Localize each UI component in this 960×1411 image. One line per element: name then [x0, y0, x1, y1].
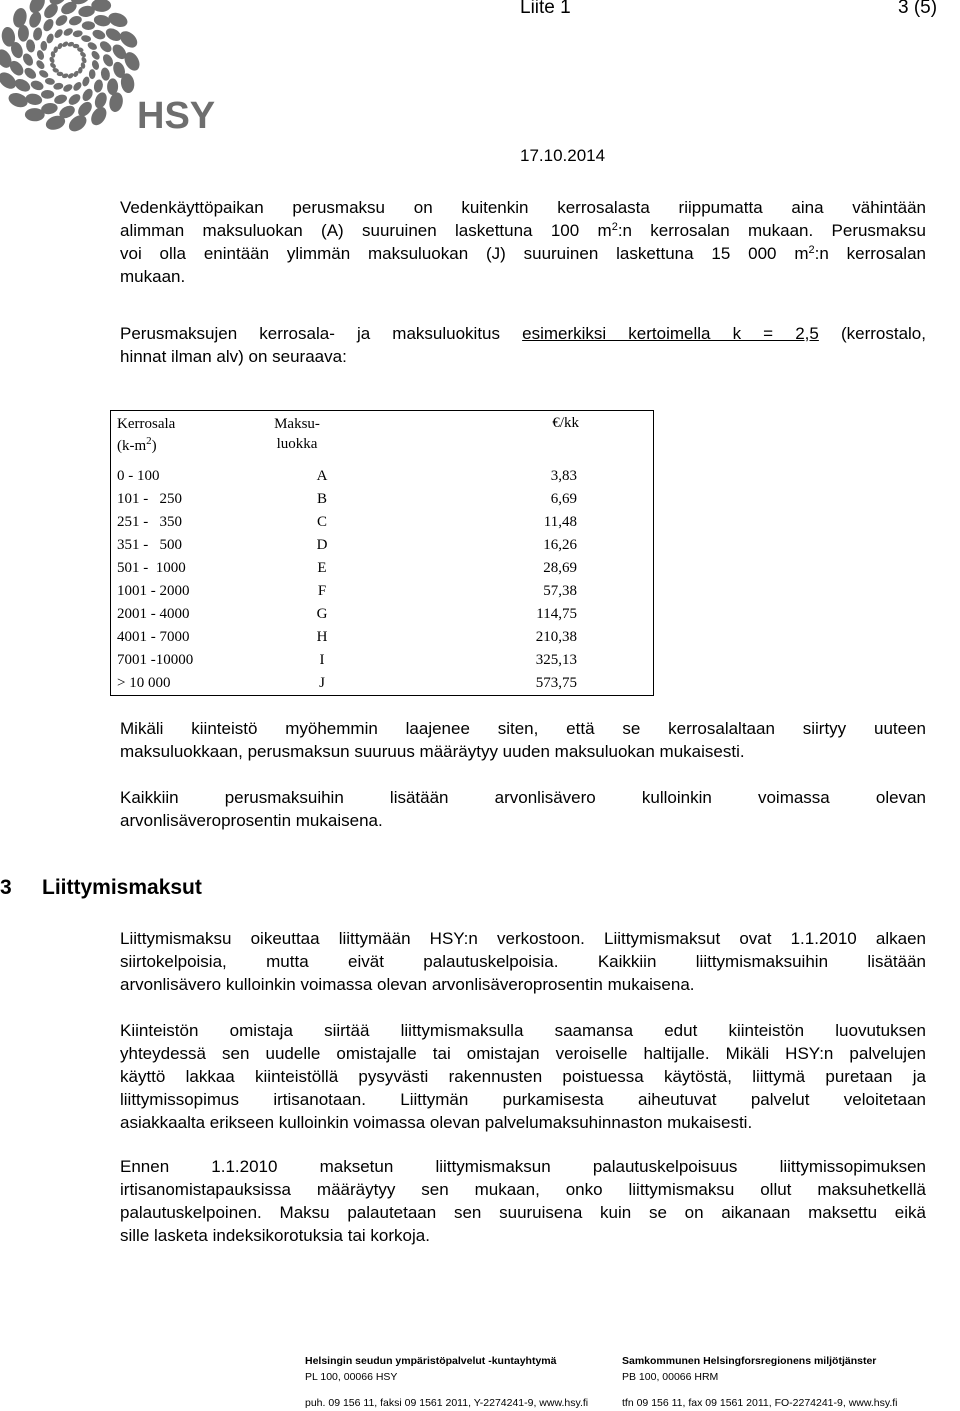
logo-dot — [93, 79, 104, 94]
paragraph-connection-fee: Liittymismaksu oikeuttaa liittymään HSY:n verkostoon. Liittymismaksut ovat 1.1.2010 alkaen siirtokelpoisia, mutta eivät palautuskelpoisia. Kaikkiin liittymismaksuihin lisätään arvonlisävero kulloinkin voimassa olevan arvonlisäveroprosentin mukaisena. — [120, 929, 926, 994]
table-row — [111, 603, 654, 626]
logo-dot — [100, 67, 111, 81]
logo-dot — [11, 7, 28, 29]
logo-dot — [72, 30, 83, 38]
paragraph-refund: Ennen 1.1.2010 maksetun liittymismaksun palautuskelpoisuus liittymissopimuksen irtisanomistapauksissa määräytyy sen mukaan, onko liittymismaksu ollut maksuhetkellä palautuskelpoinen. Maksu palautetaan sen suuruisena kuin se on aikanaan maksettu eikä sille lasketa indeksikorotuksia tai korkoja. — [120, 1157, 926, 1245]
fee-class-table — [110, 410, 654, 696]
cell-area: 1001 - 2000 — [117, 583, 190, 599]
header-price: €/kk — [552, 415, 579, 431]
logo-dot — [6, 90, 29, 109]
footer-right-address: PB 100, 00066 HRM — [622, 1371, 719, 1383]
logo-dot — [108, 91, 125, 113]
cell-class: D — [316, 537, 328, 553]
cell-price: 210,38 — [535, 629, 577, 645]
cell-class: F — [317, 583, 327, 599]
logo-dot — [80, 87, 94, 103]
logo-dot — [38, 69, 50, 80]
logo-dot — [21, 52, 35, 68]
header-class: Maksu- luokka — [274, 416, 320, 452]
logo-dot — [40, 41, 47, 51]
table-row — [111, 511, 654, 534]
cell-price: 114,75 — [536, 606, 577, 622]
logo-dot — [44, 77, 55, 85]
cell-area: 4001 - 7000 — [117, 629, 190, 645]
cell-price: 11,48 — [543, 514, 577, 530]
logo-dot — [67, 92, 83, 107]
cell-area: 101 - 250 — [117, 491, 182, 507]
logo-dot — [29, 79, 44, 92]
logo-dot — [90, 49, 101, 61]
cell-class: H — [316, 629, 328, 645]
table-row — [111, 465, 654, 488]
cell-price: 573,75 — [535, 675, 577, 691]
logo-dot — [106, 10, 129, 29]
logo-dot — [80, 56, 87, 64]
table-row — [111, 488, 654, 511]
cell-area: 2001 - 4000 — [117, 606, 190, 622]
paragraph-expansion: Mikäli kiinteistö myöhemmin laajenee siten, että se kerrosalaltaan siirtyy uuteen maksuluokkaan, perusmaksun suuruus määräytyy uuden maksuluokan mukaisesti. — [120, 719, 926, 761]
footer-left — [305, 1353, 588, 1411]
cell-class: C — [316, 514, 327, 530]
cell-class: A — [316, 468, 328, 484]
logo-dot — [62, 27, 74, 38]
cell-area: 0 - 100 — [117, 468, 160, 484]
cell-area: 251 - 350 — [117, 514, 182, 530]
cell-area: 501 - 1000 — [117, 560, 186, 576]
header-area: Kerrosala $(k-m^2)$ — [117, 416, 176, 454]
logo-dot — [93, 14, 111, 28]
cell-area: 7001 -10000 — [117, 652, 194, 668]
table-row — [111, 580, 654, 603]
table-row — [111, 649, 654, 672]
hsy-logo-icon — [0, 0, 216, 137]
logo-dot — [54, 13, 70, 28]
logo-dot — [98, 39, 114, 54]
logo-dot — [35, 59, 46, 71]
footer-left-org: Helsingin seudun ympäristöpalvelut -kuntayhtymä — [305, 1355, 557, 1367]
logo-dot — [41, 17, 55, 33]
logo-dot — [62, 83, 74, 94]
paragraph-classification-intro: Perusmaksujen kerrosala- ja maksuluokitus esimerkiksi kertoimella k = 2,5 (kerrostalo, hinnat ilman alv) on seuraava: — [120, 324, 926, 366]
footer-left-contact: puh. 09 156 11, faksi 09 1561 2011, Y-2274241-9, www.hsy.fi — [305, 1397, 589, 1409]
paragraph-vat: Kaikkiin perusmaksuihin lisätään arvonlisävero kulloinkin voimassa olevan arvonlisäveroprosentin mukaisena. — [120, 788, 926, 830]
logo-dot — [22, 66, 38, 81]
cell-class: G — [316, 606, 328, 622]
logo-text: HSY — [137, 95, 216, 137]
cell-price: 325,13 — [535, 652, 577, 668]
logo-dot — [68, 14, 83, 27]
paragraph-minimum-fee: Vedenkäyttöpaikan perusmaksu on kuitenkin kerrosalasta riippumatta aina vähintään alimman maksuluokan (A) suuruinen laskettuna 100 $m^2:n$ kerrosalan mukaan. Perusmaksu voi olla enintään ylimmän maksuluokan (J) suuruinen laskettuna 15 000 $m^2:n$ kerrosalan mukaan. — [120, 198, 927, 286]
table-row — [111, 534, 654, 557]
footer-right — [622, 1353, 898, 1411]
page-number: 3 (5) — [898, 0, 938, 18]
cell-price: 57,38 — [543, 583, 577, 599]
table-row — [111, 672, 654, 696]
section-heading: 3 Liittymismaksut — [0, 876, 202, 899]
logo-dot — [81, 76, 91, 88]
logo-dot — [53, 28, 65, 40]
logo-dot — [53, 93, 68, 106]
logo-dot — [81, 34, 92, 42]
cell-area: 351 - 500 — [117, 537, 182, 553]
logo-dot — [91, 59, 101, 71]
logo-dot — [45, 33, 55, 45]
footer-left-address: PL 100, 00066 HSY — [305, 1371, 398, 1383]
logo-dot — [53, 82, 64, 90]
cell-price: 6,69 — [550, 491, 577, 507]
logo-dot — [25, 39, 36, 53]
cell-area: > 10 000 — [117, 675, 171, 691]
logo-dot — [48, 56, 55, 64]
table-row — [111, 626, 654, 649]
cell-price: 28,69 — [543, 560, 577, 576]
cell-class: J — [319, 675, 325, 691]
cell-class: B — [316, 491, 327, 507]
logo-dot — [72, 80, 84, 92]
hsy-logo — [0, 0, 216, 137]
cell-price: 16,26 — [543, 537, 577, 553]
logo-dot — [82, 21, 95, 30]
logo-dot — [32, 27, 43, 42]
logo-dot — [89, 69, 96, 79]
attachment-label: Liite 1 — [520, 0, 571, 18]
document-date: 17.10.2014 — [520, 146, 606, 165]
logo-dot — [41, 90, 54, 99]
footer-right-org: Samkommunen Helsingforsregionens miljötjänster — [622, 1355, 877, 1367]
cell-class: I — [319, 652, 325, 668]
cell-class: E — [317, 560, 327, 576]
logo-dot — [86, 41, 98, 52]
logo-dot — [101, 52, 115, 68]
footer-right-contact: tfn 09 156 11, fax 09 1561 2011, FO-2274241-9, www.hsy.fi — [622, 1397, 898, 1409]
logo-dot — [91, 28, 106, 41]
paragraph-transfer: Kiinteistön omistaja siirtää liittymismaksulla saamansa edut kiinteistön luovutuksen yhteydessä sen uudelle omistajalle tai omistajan veroiselle haltijalle. Mikäli HSY:n palvelujen käyttö lakkaa kiinteistöllä pysyvästi rakennusten poistuessa käytöstä, liittymä puretaan ja liittymissopimus irtisanotaan. Liittymän purkamisesta aiheutuvat palvelut veloitetaan asiakkaalta erikseen kulloinkin voimassa olevan palvelumaksuhinnaston mukaisesti. — [120, 1021, 926, 1132]
logo-dot — [25, 92, 43, 106]
table-row — [111, 557, 654, 580]
cell-price: 3,83 — [550, 468, 577, 484]
logo-dot — [36, 49, 46, 61]
